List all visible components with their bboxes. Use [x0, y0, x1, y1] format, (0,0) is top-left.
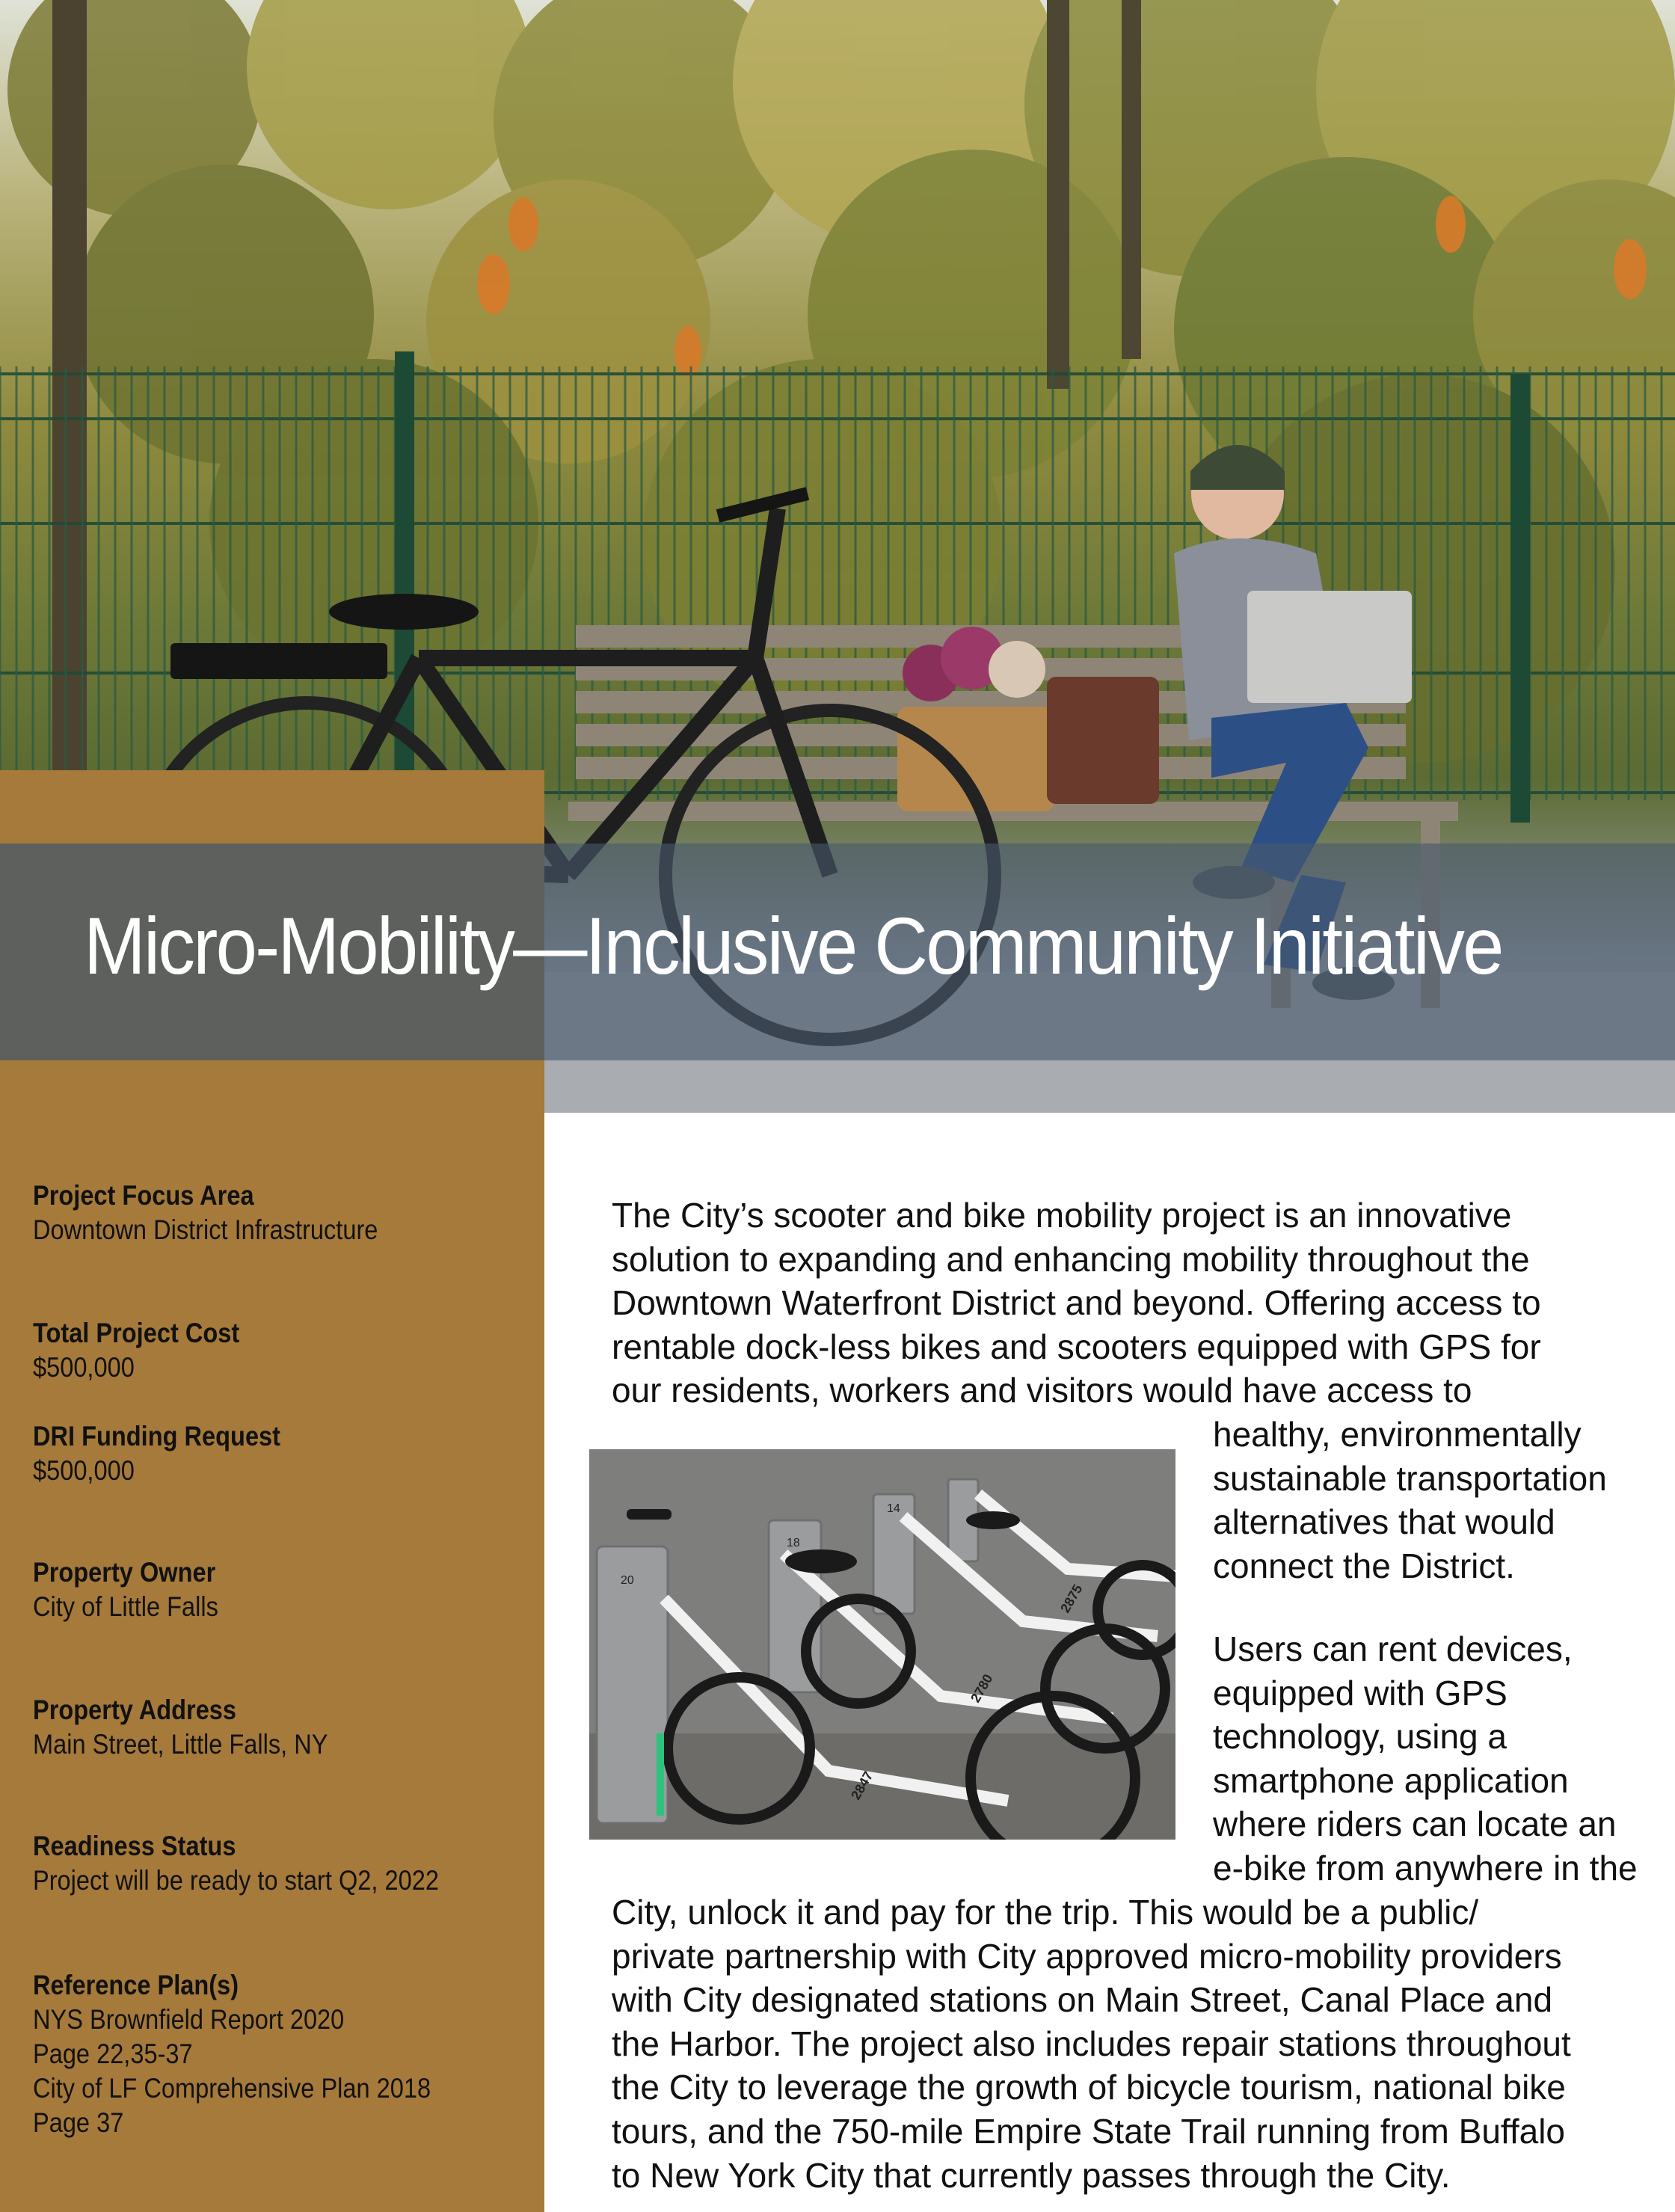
- body-line: private partnership with City approved micro-mobility providers: [612, 1936, 1562, 1976]
- info-label: Total Project Cost: [33, 1318, 240, 1348]
- body-paragraph-side-1: [1213, 1413, 1607, 1588]
- body-line: the Harbor. The project also includes repair stations throughout: [612, 2024, 1571, 2063]
- body-line: where riders can locate an: [1213, 1804, 1617, 1844]
- body-line: the City to leverage the growth of bicycle tourism, national bike: [612, 2068, 1566, 2107]
- body-line: City, unlock it and pay for the trip. This would be a public/: [612, 1893, 1479, 1932]
- info-label: DRI Funding Request: [33, 1421, 281, 1451]
- body-line: equipped with GPS: [1213, 1673, 1508, 1712]
- info-label: Readiness Status: [33, 1831, 236, 1861]
- info-reference-plans: [33, 1968, 485, 2140]
- bike-number: 2847: [848, 1769, 876, 1802]
- info-project-focus-area: [33, 1179, 425, 1247]
- body-line: to New York City that currently passes through the City.: [612, 2155, 1451, 2195]
- body-line: solution to expanding and enhancing mobility throughout the: [612, 1239, 1530, 1279]
- info-label: Project Focus Area: [33, 1180, 254, 1211]
- dock-number: 20: [621, 1574, 634, 1587]
- info-value: City of Little Falls: [33, 1591, 218, 1622]
- info-total-project-cost: [33, 1316, 268, 1385]
- body-line: The City’s scooter and bike mobility project is an innovative: [612, 1196, 1512, 1235]
- body-line: rentable dock-less bikes and scooters equipped with GPS for: [612, 1327, 1541, 1366]
- body-line: our residents, workers and visitors would have access to: [612, 1371, 1472, 1410]
- body-line: smartphone application: [1213, 1760, 1569, 1800]
- body-paragraph-top: [612, 1193, 1541, 1413]
- info-label: Property Address: [33, 1695, 237, 1725]
- info-dri-funding-request: [33, 1419, 314, 1488]
- body-line: technology, using a: [1213, 1717, 1507, 1757]
- body-line: sustainable transportation: [1213, 1458, 1607, 1498]
- body-line: e-bike from anywhere in the: [1213, 1848, 1638, 1887]
- body-line: with City designated stations on Main Street, Canal Place and: [612, 1980, 1553, 2020]
- info-value: Project will be ready to start Q2, 2022: [33, 1865, 439, 1896]
- page-title: Micro-Mobility—Inclusive Community Initiative: [84, 900, 1502, 991]
- body-paragraph-bottom: [612, 1890, 1571, 2197]
- info-label: Property Owner: [33, 1557, 216, 1588]
- info-readiness-status: [33, 1829, 494, 1898]
- body-line: Users can rent devices,: [1213, 1629, 1573, 1668]
- dock-number: 18: [787, 1537, 800, 1549]
- info-value: Downtown District Infrastructure: [33, 1214, 378, 1245]
- body-line: Downtown Waterfront District and beyond. Offering access to: [612, 1283, 1541, 1323]
- body-line: alternatives that would: [1213, 1502, 1555, 1542]
- info-value: Main Street, Little Falls, NY: [33, 1729, 328, 1760]
- body-paragraph-side-2: [1213, 1627, 1638, 1890]
- info-property-owner: [33, 1555, 244, 1624]
- bike-share-illustration: [589, 1449, 1175, 1840]
- dock-number: 14: [887, 1502, 900, 1515]
- info-value: City of LF Comprehensive Plan 2018: [33, 2073, 431, 2104]
- title-band: [0, 844, 1675, 1060]
- body-line: connect the District.: [1213, 1546, 1515, 1585]
- bike-number: 2875: [1057, 1582, 1086, 1615]
- info-value: $500,000: [33, 1455, 135, 1486]
- info-value: Page 37: [33, 2107, 124, 2138]
- info-label: Reference Plan(s): [33, 1970, 239, 2000]
- info-value: NYS Brownfield Report 2020: [33, 2004, 345, 2035]
- info-value: $500,000: [33, 1352, 135, 1383]
- info-property-address: [33, 1693, 368, 1762]
- body-line: healthy, environmentally: [1213, 1415, 1582, 1454]
- bike-share-photo: [589, 1449, 1175, 1840]
- body-line: tours, and the 750-mile Empire State Trail running from Buffalo: [612, 2111, 1566, 2151]
- info-value: Page 22,35-37: [33, 2039, 193, 2069]
- bike-number: 2780: [968, 1671, 996, 1705]
